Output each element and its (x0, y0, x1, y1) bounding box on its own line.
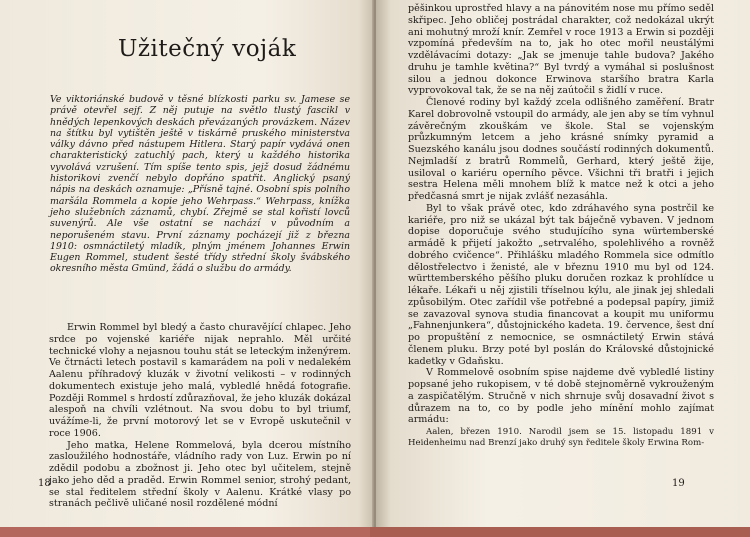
right-page (376, 0, 750, 527)
paragraph: Erwin Rommel byl bledý a často churavějící chlapec. Jeho srdce po vojenské kariéře nijak neprahlo. Měl určité technické vlohy a nejasnou touhu stát se leteckým inženýrem. Ve čtrnácti letech postavil s kamarádem na poli v nedalekém Aalenu příhradový kluzák v životní velikosti – v rodinných dokumentech existuje jeho malá, vybledlé hnědá fotografie. Později Rommel s hrdostí zdůrazňoval, že jeho kluzák dokázal alespoň na chvíli vzlétnout. Na svou dobu to byl triumf, uvážíme-li, že první motorový let se v Evropě uskutečnil v roce 1906. (49, 322, 351, 439)
chapter-title: Užitečný voják (118, 36, 297, 62)
page-number-right: 19 (672, 478, 685, 489)
right-body-text (408, 3, 714, 449)
paragraph: Jeho matka, Helene Rommelová, byla dcerou místního zasloužilého hodnostáře, vládního rady von Luz. Erwin po ní zdědil podobu a zbožnost ji. Jeho otec byl učitelem, stejně jako jeho děd a praděd. Erwin Rommel senior, strohý pedant, se stal ředitelem střední školy v Aalenu. Krátké vlasy po stranách pečlivě uličané nosil rozdělené módní (49, 439, 351, 510)
paragraph: V Rommelově osobním spise najdeme dvě vybledlé listiny popsané jeho rukopisem, v té době stejnoměrně vykrouženým a zaspičatělým. Stručně v nich shrnuje svůj dosavadní život s důrazem na to, co by podle jeho mínění mohlo zajímat armádu: (408, 367, 714, 426)
paragraph: Byl to však právě otec, kdo zdráhavého syna postrčil ke kariéře, pro niž se ukázal být tak báječně vybaven. V jednom dopise doporučuje svého studujícího syna würtemberské armádě k přijetí jakožto „setrvalého, spolehlivého a rovněž dobrého cvičence“. Přihlášku mladého Rommela sice odmítlo dělostřelectvo i ženisté, ale v březnu 1910 mu byl od 124. württemberského pěšího pluku doručen rozkaz k prohlídce u lékaře. Lékaři u něj zjistili tříselnou kýlu, ale jinak jej shledali způsobilým. Otec zařídil vše potřebné a podepsal papíry, jimiž se zavazoval synova studia financovat a koupit mu uniformu „Fahnenjunkera“, důstojnického kadeta. 19. července, šest dní po propuštění z nemocnice, se osmnáctiletý Erwin stává členem pluku. Brzy poté byl poslán do Královské důstojnické kadetky v Gdaňsku. (408, 202, 714, 367)
paragraph: Členové rodiny byl každý zcela odlišného zaměření. Bratr Karel dobrovolně vstoupil do armády, ale jen aby se tím vyhnul závěrečným zkouškám ve škole. Stal se vojenským průzkumným letcem a jeho krásné snímky pyramid a Suezského kanálu jsou dodnes součástí rodinných dokumentů. Nejmladší z bratrů Rommelů, Gerhard, který ještě žije, usiloval o kariéru operního pěvce. Všichni tři bratři i jejich sestra Helena měli mnohem blíž k matce než k otci a jeho předčasná smrt je nijak zvlášť nezasáhla. (408, 97, 714, 202)
left-page (0, 0, 374, 527)
left-body-text (49, 322, 351, 510)
quoted-document: Aalen, březen 1910. Narodil jsem se 15. listopadu 1891 v Heidenheimu nad Brenzí jako druhý syn ředitele školy Erwina Rom- (408, 427, 714, 448)
chapter-intro: Ve viktoriánské budově v těsné blízkosti parku sv. Jamese se právě otevřel sejf. Z něj putuje na světlo tlustý fascikl v hnědých lepenkových deskách převázaných provázkem. Název na štítku byl vytištěn ještě v tiskárně pruského ministerstva války dávno před nástupem Hitlera. Starý papír vydává onen charakteristický zatuchlý pach, který u každého historika vyvolává vzrušení. Tím spíše tento spis, jejž dosud žádnému historikovi zvenčí nebylo dopřáno spatřit. Anglický psaný nápis na deskách oznamuje: „Přísně tajné. Osobní spis polního maršála Rommela a kopie jeho Wehrpass.“ Wehrpass, knížka jeho služebních záznamů, chybí. Zřejmě se stal kořistí lovců suvenýrů. Ale vše ostatní se nachází v původním a neporušeném stavu. První záznamy pocházejí již z března 1910: osmnáctiletý mladík, plným jménem Johannes Erwin Eugen Rommel, student šesté třídy střední školy švábského okresního města Gmünd, žádá o službu do armády. (50, 94, 350, 275)
page-number-left: 18 (38, 478, 51, 489)
paragraph: pěšinkou uprostřed hlavy a na pánovitém nose mu přímo seděl skřipec. Jeho obličej postrádal charakter, což nedokázal ukrýt ani mohutný mroží knír. Zemřel v roce 1913 a Erwin si později vzpomíná především na to, jak ho otec mořil neustálými vzdělávacími dotazy: „Jak se jmenuje tahle budova? Jakého druhu je tamhle květina?“ Byl tvrdý a vymáhal si poslušnost silou a jednou dokonce Erwinova staršího bratra Karla vyprovokoval tak, že se na něj zaútočil s židlí v ruce. (408, 3, 714, 97)
